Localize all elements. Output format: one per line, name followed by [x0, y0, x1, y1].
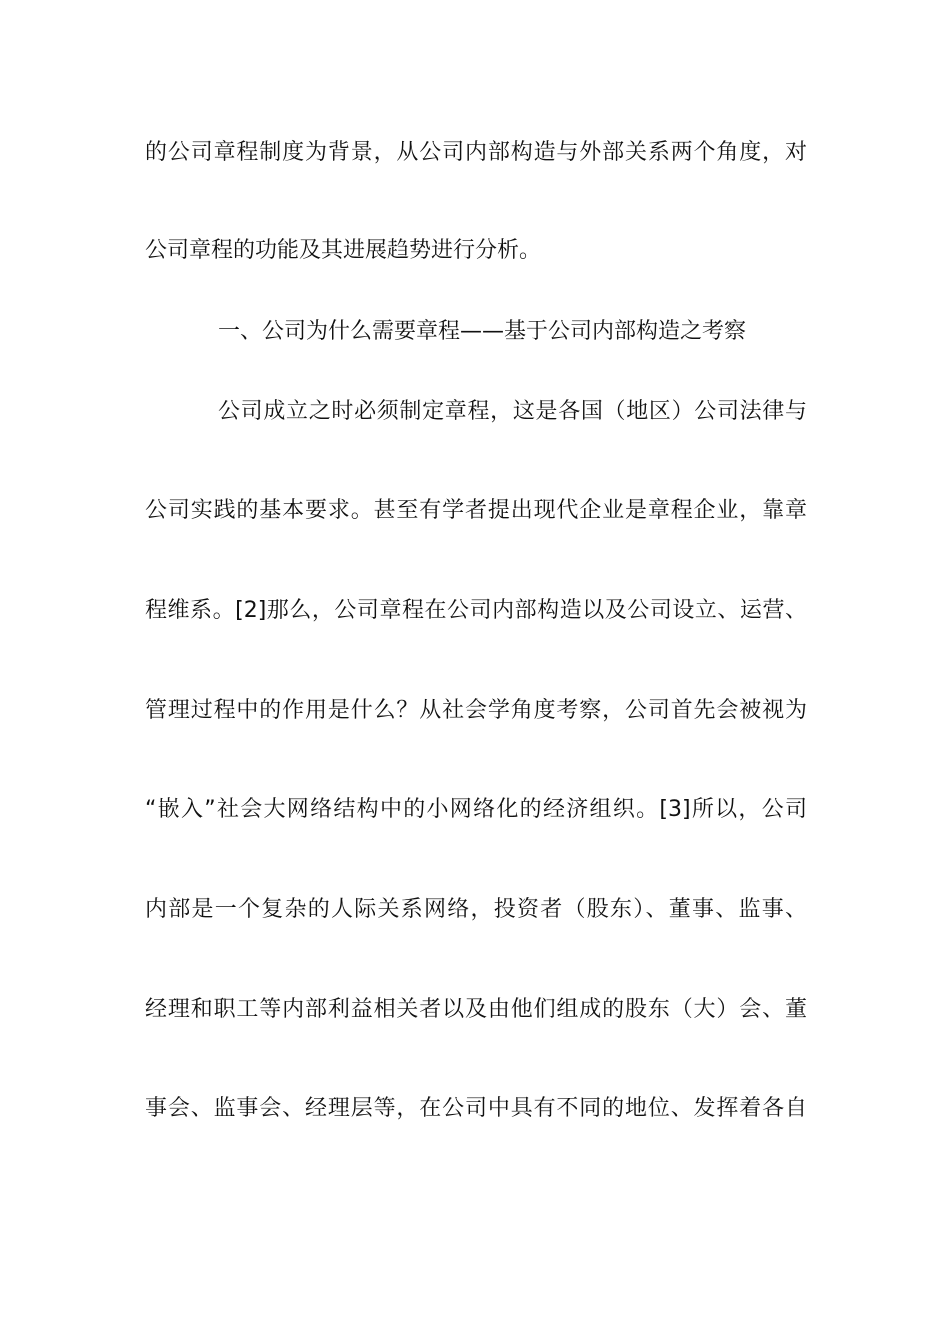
body-text-line: 管理过程中的作用是什么？从社会学角度考察，公司首先会被视为 [145, 698, 807, 723]
body-text-line: 的公司章程制度为背景，从公司内部构造与外部关系两个角度，对 [145, 140, 807, 165]
body-text-line: 公司实践的基本要求。甚至有学者提出现代企业是章程企业，靠章 [145, 498, 807, 523]
body-text-line: “嵌入”社会大网络结构中的小网络化的经济组织。[3]所以，公司 [145, 797, 807, 822]
body-text-line: 公司章程的功能及其进展趋势进行分析。 [145, 238, 542, 263]
section-heading: 一、公司为什么需要章程——基于公司内部构造之考察 [218, 319, 747, 344]
body-text-line: 经理和职工等内部利益相关者以及由他们组成的股东（大）会、董 [145, 997, 807, 1022]
body-text-line: 公司成立之时必须制定章程，这是各国（地区）公司法律与 [218, 399, 807, 424]
body-text-line: 程维系。[2]那么，公司章程在公司内部构造以及公司设立、运营、 [145, 598, 807, 623]
body-text-line: 内部是一个复杂的人际关系网络，投资者（股东）、董事、监事、 [145, 897, 807, 922]
body-text-line: 事会、监事会、经理层等，在公司中具有不同的地位、发挥着各自 [145, 1096, 807, 1121]
